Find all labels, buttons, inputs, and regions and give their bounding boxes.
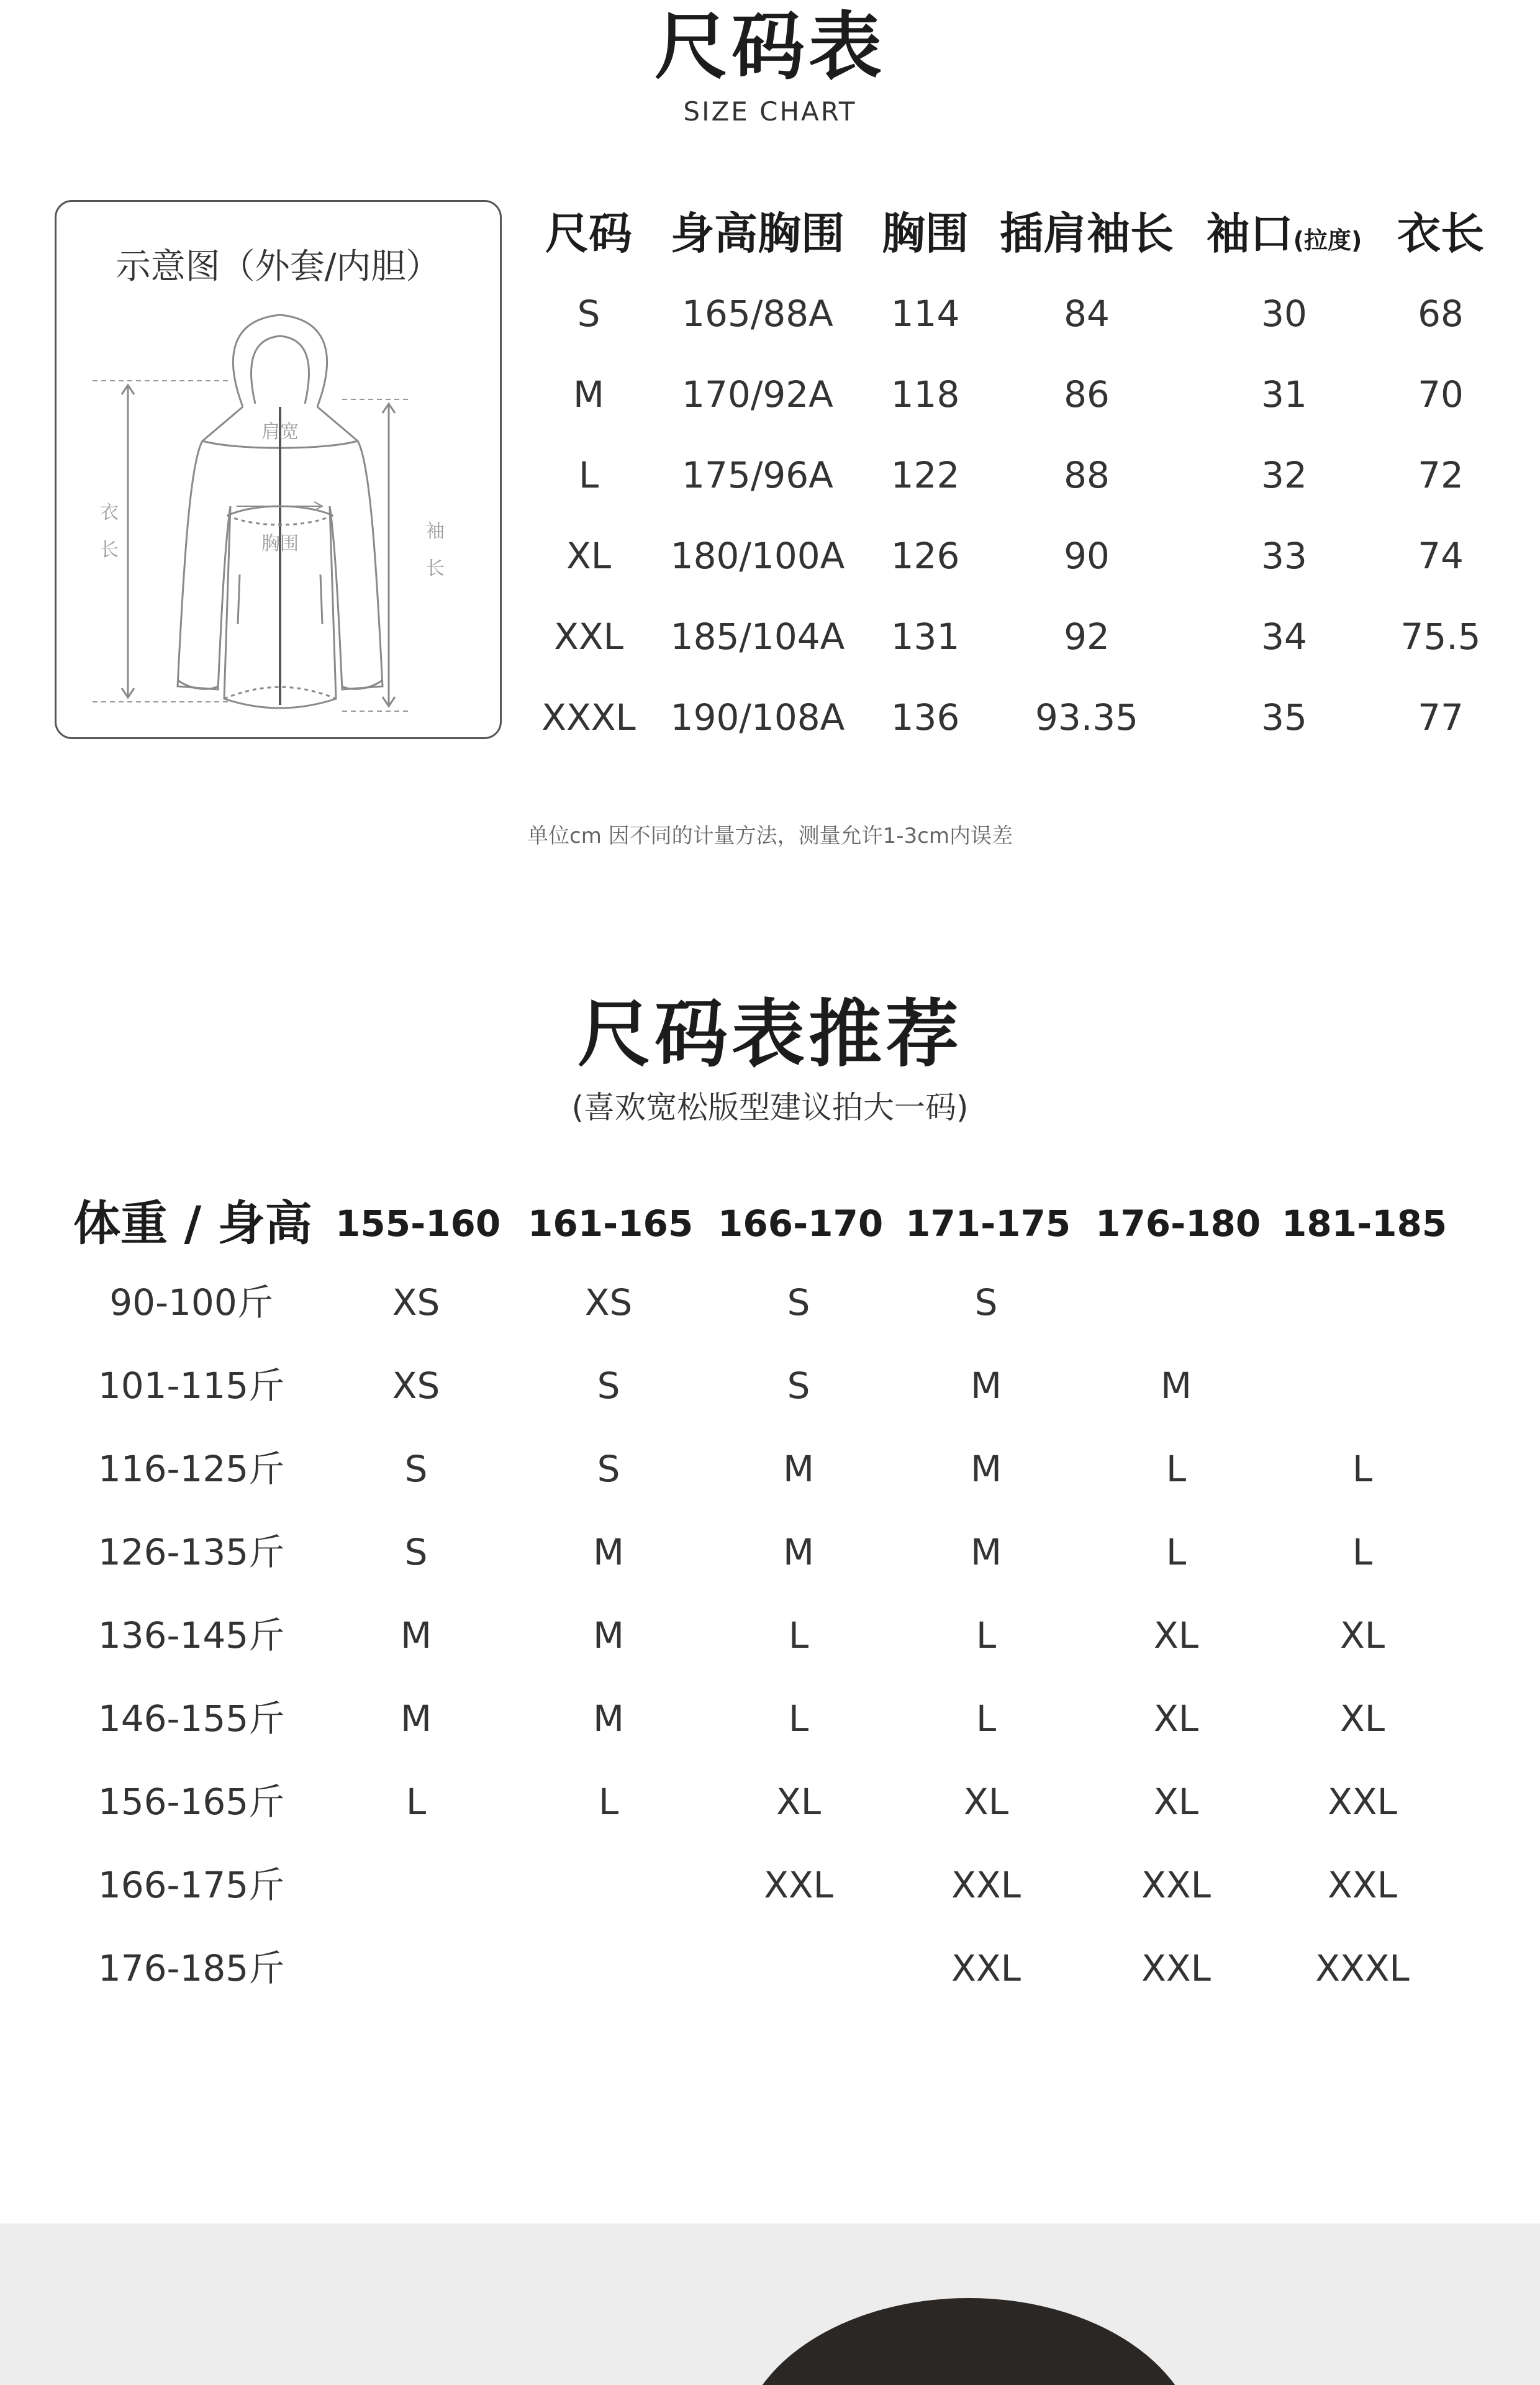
recommended-size-cell: [1095, 1261, 1257, 1344]
weight-range-cell: 126-135斤: [97, 1531, 285, 1573]
recommended-size-cell: L: [598, 1781, 619, 1823]
recommended-size-cell: XL: [1339, 1614, 1385, 1656]
size-cell-chest: 114: [890, 293, 960, 335]
sleeve-label-2: 长: [426, 558, 445, 579]
size-cell-height-chest: 165/88A: [682, 293, 833, 335]
recommend-subtitle: (喜欢宽松版型建议拍大一码): [571, 1089, 969, 1125]
col-header-height-chest: 身高胸围: [671, 208, 845, 259]
size-cell-cuff: 31: [1261, 373, 1307, 416]
recommended-size-cell: M: [592, 1614, 625, 1656]
shoulder-label: 肩宽: [261, 421, 299, 443]
rc-header-161-165: 161-165: [528, 1202, 694, 1245]
size-cell-cuff: 34: [1261, 616, 1307, 658]
recommend-title: 尺码表推荐: [577, 991, 962, 1077]
measurement-note: 单位cm 因不同的计量方法，测量允许1-3cm内误差: [527, 824, 1013, 848]
recommended-size-cell: M: [400, 1614, 432, 1656]
size-cell-height-chest: 170/92A: [682, 373, 833, 416]
col-header-chest: 胸围: [882, 208, 969, 259]
recommended-size-cell: L: [1352, 1448, 1373, 1490]
size-cell-length: 75.5: [1400, 616, 1481, 658]
recommended-size-cell: [528, 1927, 689, 2010]
recommended-size-cell: L: [1352, 1531, 1373, 1573]
size-cell-length: 70: [1418, 373, 1464, 416]
chest-label: 胸围: [261, 533, 299, 555]
recommended-size-cell: M: [1160, 1365, 1192, 1407]
weight-range-cell: 90-100斤: [109, 1281, 273, 1324]
size-cell-size: L: [578, 454, 599, 496]
cuff-header-note: (拉度): [1293, 227, 1362, 254]
weight-range-cell: 176-185斤: [97, 1947, 285, 1989]
size-cell-size: XXL: [554, 616, 623, 658]
weight-range-cell: 156-165斤: [97, 1781, 285, 1823]
col-header-size: 尺码: [545, 208, 632, 259]
size-cell-size: M: [573, 373, 605, 416]
recommended-size-cell: XXL: [1141, 1947, 1211, 1989]
recommended-size-cell: XXL: [764, 1864, 833, 1906]
recommended-size-cell: XXXL: [1315, 1947, 1410, 1989]
size-cell-length: 77: [1418, 696, 1464, 738]
recommended-size-cell: XXL: [951, 1947, 1021, 1989]
recommended-size-cell: [1282, 1261, 1443, 1344]
recommended-size-cell: XL: [963, 1781, 1009, 1823]
recommended-size-cell: XXL: [1328, 1864, 1397, 1906]
size-cell-chest: 136: [890, 696, 960, 738]
col-header-length: 衣长: [1397, 208, 1484, 259]
recommended-size-cell: [718, 1927, 879, 2010]
recommended-size-cell: XXL: [1328, 1781, 1397, 1823]
recommended-size-cell: M: [592, 1697, 625, 1740]
sleeve-label-1: 袖: [426, 520, 445, 542]
weight-range-cell: 116-125斤: [97, 1448, 285, 1490]
recommended-size-cell: XS: [392, 1365, 440, 1407]
weight-range-cell: 101-115斤: [97, 1365, 285, 1407]
weight-range-cell: 146-155斤: [97, 1697, 285, 1740]
recommended-size-cell: L: [405, 1781, 427, 1823]
recommended-size-cell: [335, 1843, 497, 1927]
recommended-size-cell: L: [788, 1614, 809, 1656]
recommended-size-cell: L: [976, 1697, 997, 1740]
jacket-diagram-panel: [55, 200, 502, 739]
recommended-size-cell: L: [1166, 1448, 1187, 1490]
size-cell-chest: 118: [890, 373, 960, 416]
recommended-size-cell: S: [974, 1281, 998, 1324]
rc-header-weight-height: 体重 / 身高: [73, 1196, 312, 1251]
recommended-size-cell: M: [782, 1531, 815, 1573]
recommended-size-cell: M: [970, 1531, 1002, 1573]
recommended-size-cell: M: [970, 1365, 1002, 1407]
recommended-size-cell: M: [400, 1697, 432, 1740]
recommended-size-cell: S: [787, 1365, 810, 1407]
size-cell-height-chest: 175/96A: [682, 454, 833, 496]
size-cell-height-chest: 185/104A: [670, 616, 845, 658]
col-header-cuff: [1191, 204, 1377, 263]
diagram-caption: 示意图（外套/内胆）: [116, 247, 441, 287]
recommended-size-cell: S: [404, 1531, 428, 1573]
size-cell-height-chest: 190/108A: [670, 696, 845, 738]
recommended-size-cell: XXL: [1141, 1864, 1211, 1906]
weight-range-cell: 136-145斤: [97, 1614, 285, 1656]
recommended-size-cell: S: [404, 1448, 428, 1490]
size-cell-cuff: 35: [1261, 696, 1307, 738]
size-cell-cuff: 32: [1261, 454, 1307, 496]
recommended-size-cell: XL: [1153, 1697, 1199, 1740]
recommended-size-cell: M: [782, 1448, 815, 1490]
recommended-size-cell: XL: [1153, 1614, 1199, 1656]
size-cell-length: 72: [1418, 454, 1464, 496]
recommended-size-cell: L: [1166, 1531, 1187, 1573]
size-chart-subtitle: SIZE CHART: [683, 96, 857, 127]
size-cell-sleeve-length: 86: [1064, 373, 1110, 416]
size-cell-cuff: 33: [1261, 535, 1307, 577]
size-cell-sleeve-length: 93.35: [1035, 696, 1139, 738]
recommended-size-cell: L: [788, 1697, 809, 1740]
size-cell-sleeve-length: 92: [1064, 616, 1110, 658]
recommended-size-cell: L: [976, 1614, 997, 1656]
size-cell-chest: 122: [890, 454, 960, 496]
size-cell-length: 68: [1418, 293, 1464, 335]
rc-header-176-180: 176-180: [1095, 1202, 1261, 1245]
recommended-size-cell: [1282, 1344, 1443, 1427]
size-cell-height-chest: 180/100A: [670, 535, 845, 577]
size-cell-chest: 131: [890, 616, 960, 658]
jacket-outline-illustration: [75, 301, 485, 724]
length-label-1: 衣: [100, 502, 119, 524]
recommended-size-cell: S: [597, 1365, 620, 1407]
rc-header-171-175: 171-175: [905, 1202, 1071, 1245]
recommended-size-cell: XXL: [951, 1864, 1021, 1906]
recommended-size-cell: S: [597, 1448, 620, 1490]
size-chart-title: 尺码表: [654, 4, 886, 89]
rc-header-181-185: 181-185: [1282, 1202, 1447, 1245]
col-header-sleeve-length: 插肩袖长: [1000, 208, 1174, 259]
size-cell-chest: 126: [890, 535, 960, 577]
weight-range-cell: 166-175斤: [97, 1864, 285, 1906]
model-hair-illustration: [739, 2298, 1198, 2385]
length-label-2: 长: [100, 539, 119, 561]
recommended-size-cell: XS: [392, 1281, 440, 1324]
recommended-size-cell: XL: [1153, 1781, 1199, 1823]
recommended-size-cell: M: [970, 1448, 1002, 1490]
size-cell-length: 74: [1418, 535, 1464, 577]
size-cell-size: XXXL: [541, 696, 636, 738]
recommended-size-cell: [528, 1843, 689, 1927]
rc-header-155-160: 155-160: [335, 1202, 501, 1245]
size-cell-sleeve-length: 84: [1064, 293, 1110, 335]
size-cell-cuff: 30: [1261, 293, 1307, 335]
size-cell-sleeve-length: 88: [1064, 454, 1110, 496]
cuff-header-label: 袖口: [1206, 208, 1293, 259]
rc-header-166-170: 166-170: [718, 1202, 884, 1245]
recommended-size-cell: XL: [776, 1781, 822, 1823]
recommended-size-cell: XL: [1339, 1697, 1385, 1740]
recommended-size-cell: [335, 1927, 497, 2010]
size-cell-size: S: [577, 293, 600, 335]
size-cell-sleeve-length: 90: [1064, 535, 1110, 577]
size-cell-size: XL: [566, 535, 612, 577]
recommended-size-cell: XS: [584, 1281, 633, 1324]
recommended-size-cell: M: [592, 1531, 625, 1573]
model-photo: [0, 2224, 1540, 2385]
recommended-size-cell: S: [787, 1281, 810, 1324]
